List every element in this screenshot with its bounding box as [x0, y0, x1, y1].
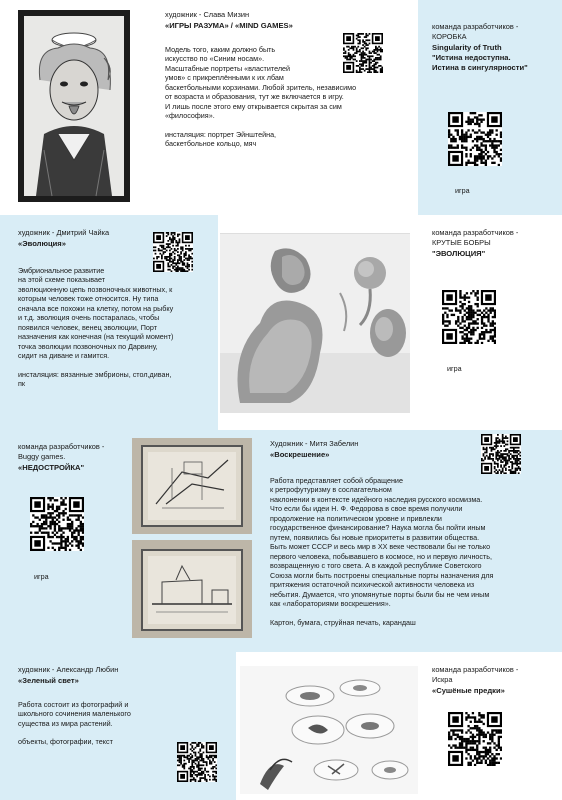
- text-line: сначала все похожи на клетку, потом на рыбку: [18, 303, 174, 313]
- game-title-line: "Истина недоступна.: [432, 52, 511, 62]
- team-name: КОРОБКА: [432, 31, 467, 41]
- text-line: Масштабные портреты «властителей: [165, 63, 291, 73]
- installation-line: инсталяция: вязанные эмбрионы, стол,диван,: [18, 369, 172, 379]
- text-line: появился человек, венец эволюции, Порт: [18, 322, 158, 332]
- team-label: команда разработчиков -: [432, 228, 519, 237]
- section-mind-games: [0, 0, 562, 215]
- team-name: Buggy games.: [18, 451, 66, 461]
- einstein-portrait-photo: [18, 10, 130, 202]
- text-line: возвращенную с того света. А в каждой республике Советского: [270, 561, 482, 571]
- game-qr-code[interactable]: [442, 290, 496, 344]
- text-line: Союза могли быть построены специальные порты назначения для: [270, 570, 494, 580]
- text-line: продолжение на политическом уровне и привлекли: [270, 513, 442, 523]
- text-line: эволюционную цепь позвоночных животных, к: [18, 284, 173, 294]
- text-line: И лишь после этого ему открывается скрытая за сим: [165, 101, 342, 111]
- artwork-qr-code[interactable]: [481, 434, 521, 474]
- section-green-light: [0, 652, 562, 800]
- text-line: от возраста и образования, тут же включается в игру.: [165, 92, 344, 102]
- artwork-title: «Воскрешение»: [270, 449, 330, 459]
- text-line: баскетбольными корзинами. Любой зритель, независимо: [165, 82, 357, 92]
- game-qr-code[interactable]: [448, 112, 502, 166]
- text-line: «философия».: [165, 111, 215, 121]
- text-line: точка эволюции позвоночных по Дарвину,: [18, 341, 158, 351]
- text-line: государственное финансирование? Наука могла бы пойти иным: [270, 523, 486, 533]
- game-label: игра: [455, 186, 470, 195]
- text-line: Что если бы идеи Н. Ф. Федорова в свое время получили: [270, 504, 463, 514]
- team-name: КРУТЫЕ БОБРЫ: [432, 237, 491, 247]
- team-label: команда разработчиков -: [18, 442, 105, 451]
- text-line: Работа состоит из фотографий и: [18, 699, 129, 709]
- artwork-title: «ИГРЫ РАЗУМА» / «MIND GAMES»: [165, 20, 293, 30]
- text-line: путем, появились бы новые приоритеты в развитии общества.: [270, 532, 480, 542]
- text-line: Работа представляет собой обращение: [270, 475, 403, 485]
- installation-line: объекты, фотографии, текст: [18, 737, 113, 747]
- text-line: школьного сочинения маленького: [18, 709, 131, 719]
- text-line: небытия. Думается, что упомянутые порты были бы не чем иным: [270, 589, 490, 599]
- section-resurrection: [0, 430, 562, 652]
- artwork-text: [270, 476, 555, 628]
- installation-line: Картон, бумага, струйная печать, карандаш: [270, 617, 416, 627]
- artist-name: художник - Александр Любин: [18, 665, 119, 674]
- artwork-description: [165, 10, 415, 149]
- game-label: игра: [447, 364, 462, 373]
- text-line: существа из мира растений.: [18, 718, 113, 728]
- text-line: первого человека, побывавшего в космосе, но и первую личность,: [270, 551, 493, 561]
- framed-drawing-photo: [132, 438, 252, 534]
- artwork-title: «Эволюция»: [18, 238, 66, 248]
- artist-name: Художник - Митя Забелин: [270, 439, 359, 448]
- installation-line: пк: [18, 379, 26, 389]
- text-line: искусство по «Синим носам».: [165, 54, 265, 64]
- installation-line: инсталяция: портрет Эйнштейна,: [165, 129, 277, 139]
- game-label: игра: [34, 572, 49, 581]
- team-info: [18, 442, 136, 473]
- team-info: [432, 228, 560, 259]
- text-line: Быть может СССР и весь мир в XX веке чествовали бы не только: [270, 542, 491, 552]
- section-evolution: [0, 215, 562, 430]
- text-line: сидит на диване и гамится.: [18, 351, 110, 361]
- text-line: и т.д. эволюция очень постаралась, чтобы: [18, 313, 160, 323]
- artwork-text: [18, 700, 228, 747]
- text-line: наклонении в контексте идейного наследия русского космизма.: [270, 494, 483, 504]
- text-line: умов» с прикреплёнными к их лбам: [165, 73, 284, 83]
- artwork-qr-code[interactable]: [177, 742, 217, 782]
- text-line: Эмбриональное развитие: [18, 265, 105, 275]
- framed-drawing-photo: [132, 540, 252, 638]
- game-title: "ЭВОЛЮЦИЯ": [432, 248, 486, 258]
- game-title: «Сушёные предки»: [432, 685, 505, 695]
- artwork-description: [18, 665, 228, 747]
- text-line: которым человек тоже относится. Ну типа: [18, 294, 159, 304]
- text-line: как «лабораториями воскрешения».: [270, 599, 391, 609]
- team-label: команда разработчиков -: [432, 22, 519, 31]
- text-line: на этой схеме показывает: [18, 275, 106, 285]
- knitted-embryos-photo: [220, 233, 410, 413]
- artwork-qr-code[interactable]: [153, 232, 193, 272]
- game-title-line: Истина в сингулярности": [432, 62, 528, 72]
- artist-name: художник - Дмитрий Чайка: [18, 228, 110, 237]
- artwork-text: [18, 266, 218, 389]
- team-info: [432, 22, 557, 73]
- team-info: [432, 665, 560, 696]
- text-line: Модель того, каким должно быть: [165, 44, 276, 54]
- game-qr-code[interactable]: [448, 712, 502, 766]
- game-title: «НЕДОСТРОЙКА": [18, 462, 85, 472]
- team-subtitle: Singularity of Truth: [432, 42, 502, 52]
- text-line: к ретрофутуризму в сослагательном: [270, 485, 392, 495]
- installation-line: баскетбольное кольцо, мяч: [165, 139, 257, 149]
- text-line: притяжения остаточной психической активности человека из: [270, 580, 475, 590]
- artist-name: художник - Слава Мизин: [165, 10, 250, 19]
- game-qr-code[interactable]: [30, 497, 84, 551]
- team-label: команда разработчиков -: [432, 665, 519, 674]
- team-name: Искра: [432, 674, 453, 684]
- dried-plants-photo: [240, 666, 418, 794]
- artwork-title: «Зеленый свет»: [18, 675, 79, 685]
- artwork-qr-code[interactable]: [343, 33, 383, 73]
- text-line: назначения как конечная (на текущий момент): [18, 332, 174, 342]
